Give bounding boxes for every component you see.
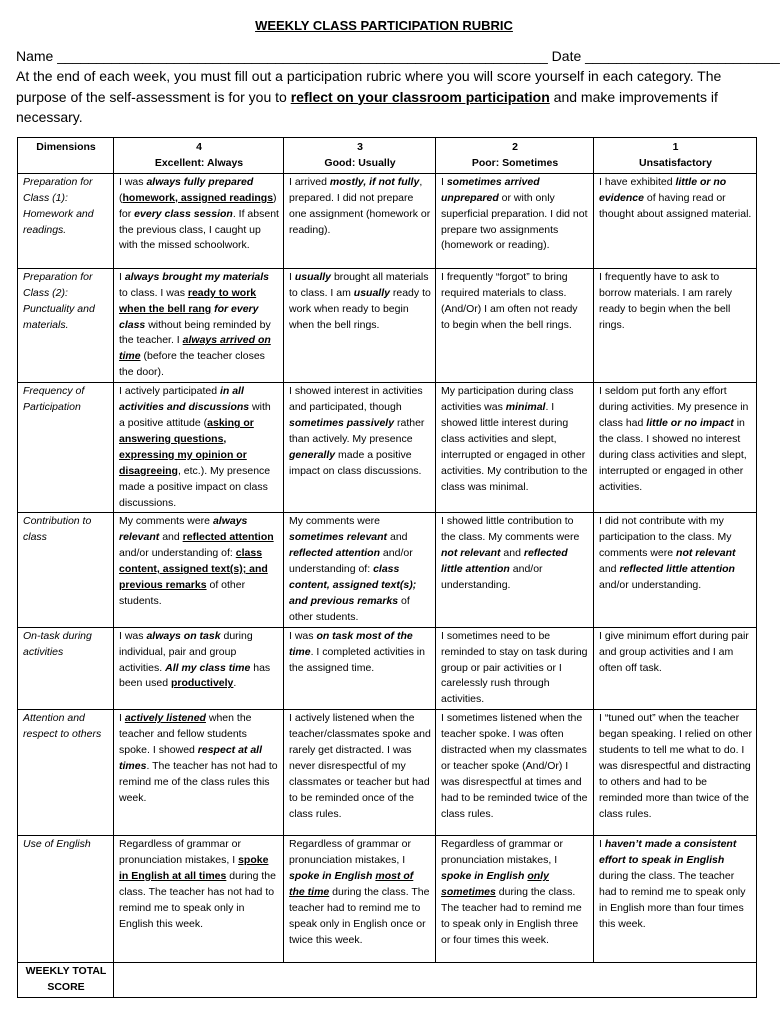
criteria-text-segment: haven’t made a consistent effort to speak in English — [599, 838, 737, 867]
criteria-text-segment: always relevant — [119, 515, 248, 544]
criteria-text-segment: I — [289, 270, 295, 283]
criteria-cell — [284, 710, 436, 836]
date-blank: _________________________ — [585, 48, 780, 64]
criteria-text-segment: I actively listened when the teacher/classmates spoke and rarely get distracted. I was never disrespectful of my classmates or teacher but had to be reminded once of the class rules. — [289, 712, 431, 820]
criteria-text-segment: I have exhibited — [599, 175, 676, 188]
criteria-cell — [114, 513, 284, 627]
criteria-text-segment: I was — [119, 629, 147, 642]
criteria-text-segment: most of the time — [289, 870, 414, 898]
criteria-text-segment: reflected little attention — [441, 547, 568, 576]
criteria-text-segment: sometimes arrived unprepared — [441, 175, 540, 204]
criteria-text-segment: . I showed little interest during class activities and slept, interrupted or engaged in other activities. My contribution to the class was minimal. — [441, 401, 588, 493]
criteria-text-segment: . If absent the previous class, I caught up with the missed schoolwork. — [119, 207, 279, 252]
criteria-text-segment: always fully prepared — [146, 175, 254, 188]
criteria-text-segment: during the class. The teacher had to remind me to speak only in English more than four times this week. — [599, 870, 746, 930]
criteria-text-segment: during the class. The teacher had to remind me to speak only in English once or twice this week. — [289, 886, 430, 946]
weekly-total-label: WEEKLY TOTAL SCORE — [18, 963, 114, 998]
criteria-text-segment: little or no evidence — [599, 175, 727, 204]
criteria-text-segment: of other students. — [119, 579, 246, 607]
criteria-text-segment: in all activities and discussions — [119, 385, 250, 414]
rubric-row — [18, 627, 757, 710]
criteria-text-segment: homework, assigned readings — [122, 191, 274, 204]
name-date-line — [16, 48, 780, 64]
criteria-text-segment: I arrived — [289, 175, 330, 188]
criteria-text-segment: ) for — [119, 191, 277, 220]
criteria-cell — [284, 513, 436, 627]
criteria-text-segment: of other students. — [289, 594, 410, 623]
criteria-text-segment: little or no impact — [646, 416, 734, 429]
criteria-text-segment: I frequently have to ask to borrow materials. I am rarely ready to begin when the bell rings. — [599, 270, 733, 331]
criteria-cell — [114, 268, 284, 382]
criteria-text-segment: and/or understanding. — [599, 579, 702, 592]
criteria-text-segment: with a positive attitude ( — [119, 401, 271, 429]
criteria-text-segment: and — [387, 531, 408, 544]
criteria-text-segment: only sometimes — [441, 870, 549, 898]
intro-emphasis: reflect on your classroom participation — [290, 88, 550, 105]
page-title: WEEKLY CLASS PARTICIPATION RUBRIC — [255, 18, 513, 33]
criteria-text-segment: and — [599, 563, 620, 576]
criteria-text-segment: I “tuned out” when the teacher began speaking. I relied on other students to tell me what to do. I was disrespectful and distracting to others and had to be reminded more than twice of the class rules. — [599, 712, 752, 820]
criteria-text-segment: not relevant — [676, 547, 736, 560]
rubric-row — [18, 268, 757, 382]
dimension-cell: Use of English — [18, 836, 114, 963]
criteria-text-segment: spoke in English — [289, 870, 376, 883]
criteria-text-segment: ready to work when the bell rang — [119, 286, 257, 315]
criteria-text-segment: rather than actively. My presence — [289, 416, 425, 445]
criteria-cell — [436, 268, 594, 382]
rubric-table — [17, 137, 757, 998]
criteria-text-segment: during the class. The teacher has not had to remind me to speak only in English this week. — [119, 870, 276, 930]
criteria-text-segment: usually — [294, 270, 332, 283]
criteria-text-segment: . — [233, 677, 237, 690]
criteria-text-segment: . The teacher has not had to remind me of the class rules this week. — [119, 760, 278, 804]
criteria-text-segment: and/or understanding of: — [119, 547, 236, 560]
criteria-text-segment: has been used — [119, 661, 271, 690]
criteria-text-segment: Regardless of grammar or pronunciation mistakes, I — [119, 838, 241, 867]
criteria-text-segment: for every class — [119, 302, 259, 331]
criteria-cell — [114, 383, 284, 513]
level-label: Excellent: Always — [154, 156, 244, 169]
criteria-text-segment: respect at all times — [119, 744, 262, 772]
criteria-text-segment: made a positive impact on class discussions. — [289, 448, 422, 477]
dimension-cell: Frequency of Participation — [18, 383, 114, 513]
criteria-cell — [284, 836, 436, 963]
criteria-text-segment: always on task — [146, 629, 221, 642]
criteria-text-segment: actively listened — [124, 712, 206, 725]
name-blank: _______________________________________________________________ — [57, 48, 548, 64]
level-label: Good: Usually — [324, 156, 396, 169]
criteria-text-segment: and — [500, 547, 524, 560]
criteria-cell — [436, 710, 594, 836]
criteria-text-segment: I did not contribute with my participation to the class. My comments were — [599, 515, 732, 560]
criteria-text-segment: not relevant — [441, 547, 501, 560]
criteria-cell — [114, 710, 284, 836]
criteria-text-segment: without being reminded by the teacher. I — [119, 318, 271, 347]
criteria-text-segment: during the class. The teacher had to remind me to speak only in English three or four times this week. — [441, 886, 582, 946]
dimension-cell: Contribution to class — [18, 513, 114, 627]
criteria-cell — [436, 173, 594, 268]
criteria-text-segment: I actively participated — [119, 385, 220, 398]
criteria-text-segment: , prepared. I did not prepare one assignment (homework or reading). — [289, 175, 431, 236]
criteria-cell — [114, 836, 284, 963]
criteria-text-segment: always brought my materials — [124, 270, 269, 283]
criteria-text-segment: Regardless of grammar or pronunciation mistakes, I — [441, 838, 563, 867]
criteria-cell — [594, 627, 757, 710]
criteria-cell — [284, 627, 436, 710]
rubric-row — [18, 710, 757, 836]
dimensions-header — [18, 138, 114, 174]
weekly-total-score-field[interactable] — [114, 963, 757, 998]
rubric-row — [18, 173, 757, 268]
criteria-text-segment: spoke in English at all times — [119, 854, 269, 883]
criteria-text-segment: reflected attention — [289, 547, 381, 560]
criteria-text-segment: every class session — [134, 207, 233, 220]
criteria-text-segment: I sometimes need to be reminded to stay on task during group or pair activities or I carelessly rush through activities. — [441, 629, 588, 706]
criteria-cell — [594, 836, 757, 963]
level-header — [284, 138, 436, 174]
criteria-text-segment: and — [159, 531, 183, 544]
intro-text-2: and make improvements if necessary. — [16, 88, 718, 125]
criteria-text-segment: My comments were — [119, 515, 213, 528]
criteria-text-segment: reflected attention — [182, 531, 274, 544]
criteria-text-segment: My comments were — [289, 515, 381, 528]
criteria-text-segment: I — [119, 270, 125, 283]
dimension-cell: On-task during activities — [18, 627, 114, 710]
level-score: 4 — [196, 141, 202, 153]
criteria-cell — [594, 268, 757, 382]
criteria-cell — [284, 268, 436, 382]
level-label: Poor: Sometimes — [471, 156, 559, 169]
level-header — [114, 138, 284, 174]
criteria-text-segment: I — [441, 175, 447, 188]
criteria-text-segment: (before the teacher closes the door). — [119, 350, 265, 379]
criteria-text-segment: My participation during class activities was — [441, 385, 574, 414]
intro-paragraph — [16, 66, 756, 128]
level-header — [436, 138, 594, 174]
criteria-text-segment: reflected little attention — [619, 563, 735, 576]
criteria-cell — [436, 836, 594, 963]
criteria-text-segment: I — [119, 712, 125, 725]
criteria-text-segment: I seldom put forth any effort during activities. My presence in class had — [599, 385, 749, 429]
intro-text-1: At the end of each week, you must fill out a participation rubric where you will score yourself in each category. The purpose of the self-assessment is for you to — [16, 68, 722, 105]
criteria-text-segment: class content, assigned text(s); and previous remarks — [289, 563, 417, 607]
criteria-text-segment: when the teacher and fellow students spoke. I showed — [119, 712, 252, 757]
dimensions-header-label: Dimensions — [36, 141, 96, 153]
criteria-cell — [594, 513, 757, 627]
criteria-text-segment: always arrived on time — [119, 334, 271, 363]
criteria-text-segment: and/or understanding of: — [289, 547, 413, 576]
criteria-text-segment: , etc.). My presence made a positive impact on class discussions. — [119, 464, 271, 509]
criteria-text-segment: I give minimum effort during pair and group activities and I am often off task. — [599, 629, 749, 674]
level-header — [594, 138, 757, 174]
criteria-text-segment: Regardless of grammar or pronunciation mistakes, I — [289, 838, 411, 867]
criteria-text-segment: usually — [353, 286, 390, 299]
criteria-text-segment: ready to work when ready to begin when the bell rings. — [289, 286, 431, 331]
criteria-text-segment: generally — [289, 448, 336, 461]
criteria-text-segment: class content, assigned text(s); and previous remarks — [119, 547, 268, 592]
date-label: Date — [551, 48, 582, 64]
criteria-text-segment: of having read or thought about assigned material. — [599, 191, 752, 220]
criteria-cell — [284, 383, 436, 513]
rubric-row — [18, 383, 757, 513]
criteria-text-segment: or with only superficial preparation. I did not prepare two assignments (homework or reading). — [441, 191, 588, 252]
criteria-text-segment: sometimes relevant — [289, 531, 388, 544]
criteria-text-segment: on task most of the time — [289, 629, 413, 658]
criteria-text-segment: mostly, if not fully — [329, 175, 420, 188]
criteria-text-segment: I showed little contribution to the class. My comments were — [441, 515, 580, 544]
criteria-text-segment: and/or understanding. — [441, 563, 543, 592]
total-row — [18, 963, 757, 998]
criteria-cell — [594, 173, 757, 268]
dimension-cell: Attention and respect to others — [18, 710, 114, 836]
rubric-row — [18, 513, 757, 627]
header-row — [18, 138, 757, 174]
level-label: Unsatisfactory — [639, 156, 712, 169]
criteria-text-segment: during individual, pair and group activities. — [119, 629, 253, 674]
criteria-cell — [436, 627, 594, 710]
criteria-text-segment: brought all materials to class. I am — [289, 270, 429, 299]
criteria-text-segment: ( — [119, 191, 123, 204]
criteria-text-segment: productively — [170, 677, 234, 690]
criteria-cell — [436, 383, 594, 513]
criteria-text-segment: I was — [119, 175, 147, 188]
criteria-text-segment: sometimes passively — [289, 416, 395, 429]
criteria-text-segment: . I completed activities in the assigned time. — [289, 645, 425, 674]
criteria-cell — [284, 173, 436, 268]
criteria-text-segment: in the class. I showed no interest during class activities and slept, interrupted or engaged in other activities. — [599, 416, 747, 493]
criteria-cell — [436, 513, 594, 627]
criteria-cell — [594, 383, 757, 513]
criteria-text-segment: minimal — [505, 401, 546, 414]
rubric-row — [18, 836, 757, 963]
dimension-cell: Preparation for Class (1): Homework and readings. — [18, 173, 114, 268]
criteria-text-segment: I sometimes listened when the teacher spoke. I was often distracted when my classmates or teacher spoke (And/Or) I was disrespectful at times and had to be reminded twice of the class rules. — [441, 712, 588, 820]
criteria-text-segment: All my class time — [165, 661, 251, 674]
criteria-cell — [594, 710, 757, 836]
criteria-text-segment: to class. I was — [119, 286, 188, 299]
criteria-cell — [114, 173, 284, 268]
level-score: 1 — [672, 141, 679, 153]
criteria-text-segment: I — [599, 838, 605, 851]
level-score: 2 — [512, 141, 518, 153]
criteria-text-segment: I was — [289, 629, 317, 642]
name-label: Name — [16, 48, 54, 64]
dimension-cell: Preparation for Class (2): Punctuality and materials. — [18, 268, 114, 382]
level-score: 3 — [357, 141, 363, 153]
criteria-text-segment: I showed interest in activities and participated, though — [289, 385, 423, 414]
criteria-text-segment: asking or answering questions, expressing my opinion or disagreeing — [119, 416, 254, 477]
criteria-text-segment: spoke in English — [441, 870, 528, 883]
criteria-cell — [114, 627, 284, 710]
criteria-text-segment: I frequently “forgot” to bring required materials to class. (And/Or) I am often not ready to begin when the bell rings. — [441, 270, 578, 331]
